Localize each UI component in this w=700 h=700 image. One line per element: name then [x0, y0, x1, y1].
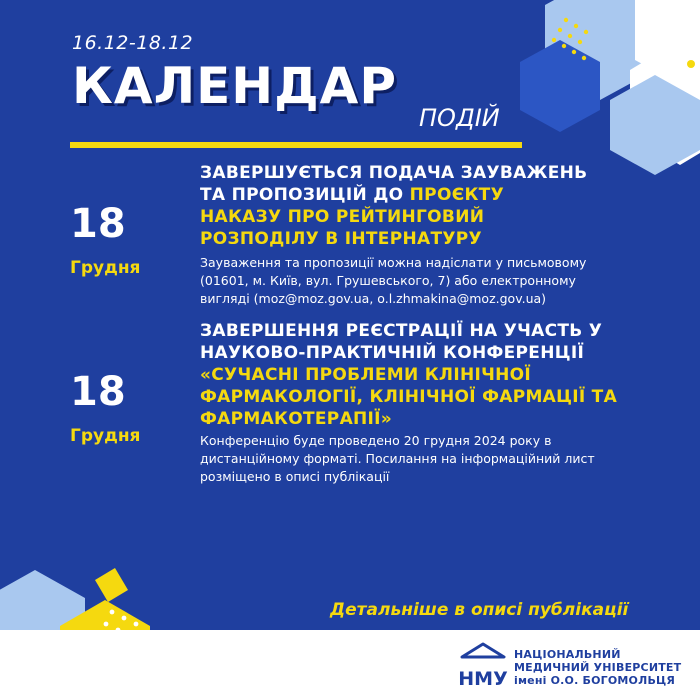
event-description-line: вигляді (moz@moz.gov.ua, o.l.zhmakina@moz.gov.ua): [200, 291, 547, 306]
event-title-highlight: НАКАЗУ ПРО РЕЙТИНГОВИЙ: [200, 207, 485, 227]
dot-shape: [687, 60, 695, 68]
university-name-line: МЕДИЧНИЙ УНІВЕРСИТЕТ: [514, 661, 682, 674]
event-month: Грудня: [70, 426, 141, 446]
more-info-text: Детальніше в описі публікації: [330, 600, 629, 620]
event-description-line: Конференцію буде проведено 20 грудня 2024 року в: [200, 433, 552, 448]
event-title: [200, 162, 670, 250]
event-description: [200, 432, 660, 486]
event-title-highlight: ФАРМАКОЛОГІЇ, КЛІНІЧНОЇ ФАРМАЦІЇ ТА: [200, 387, 618, 407]
event-description: [200, 254, 660, 308]
event-day: 18: [70, 369, 126, 415]
event-title-line: [200, 162, 670, 184]
university-name-line: НАЦІОНАЛЬНИЙ: [514, 648, 621, 661]
university-logo: [458, 641, 508, 693]
event-title-highlight: РОЗПОДІЛУ В ІНТЕРНАТУРУ: [200, 229, 482, 249]
university-name: [514, 648, 681, 687]
event-month: Грудня: [70, 258, 141, 278]
university-name-line: імені О.О. БОГОМОЛЬЦЯ: [514, 674, 676, 687]
event-description-line: розміщено в описі публікації: [200, 469, 390, 484]
event-title-line: ЗАВЕРШЕННЯ РЕЄСТРАЦІЇ НА УЧАСТЬ У: [200, 321, 603, 341]
event-title-highlight: ФАРМАКОТЕРАПІЇ»: [200, 409, 393, 429]
event-day: 18: [70, 201, 126, 247]
event-description-line: дистанційному форматі. Посилання на інформаційний лист: [200, 451, 595, 466]
page-subtitle: ПОДІЙ: [419, 104, 500, 132]
event-title-line: НАУКОВО-ПРАКТИЧНІЙ КОНФЕРЕНЦІЇ: [200, 343, 585, 363]
event-title-highlight: ПРОЄКТУ: [409, 185, 504, 205]
event-description-line: Зауваження та пропозиції можна надіслати у письмовому: [200, 255, 587, 270]
event-description-line: (01601, м. Київ, вул. Грушевського, 7) або електронному: [200, 273, 576, 288]
event-title: [200, 320, 670, 430]
event-title-highlight: «СУЧАСНІ ПРОБЛЕМИ КЛІНІЧНОЇ: [200, 365, 532, 385]
page-title: КАЛЕНДАР: [72, 57, 397, 115]
event-title-text: ТА ПРОПОЗИЦІЙ ДО: [200, 185, 410, 205]
logo-letters: НМУ: [458, 668, 508, 690]
hexagon-shape: [95, 568, 128, 602]
date-range: 16.12-18.12: [72, 32, 194, 54]
title-divider: [70, 142, 522, 148]
event-title-text: ЗАВЕРШУЄТЬСЯ ПОДАЧА ЗАУВАЖЕНЬ: [200, 163, 588, 183]
event-title-line: [200, 184, 670, 206]
